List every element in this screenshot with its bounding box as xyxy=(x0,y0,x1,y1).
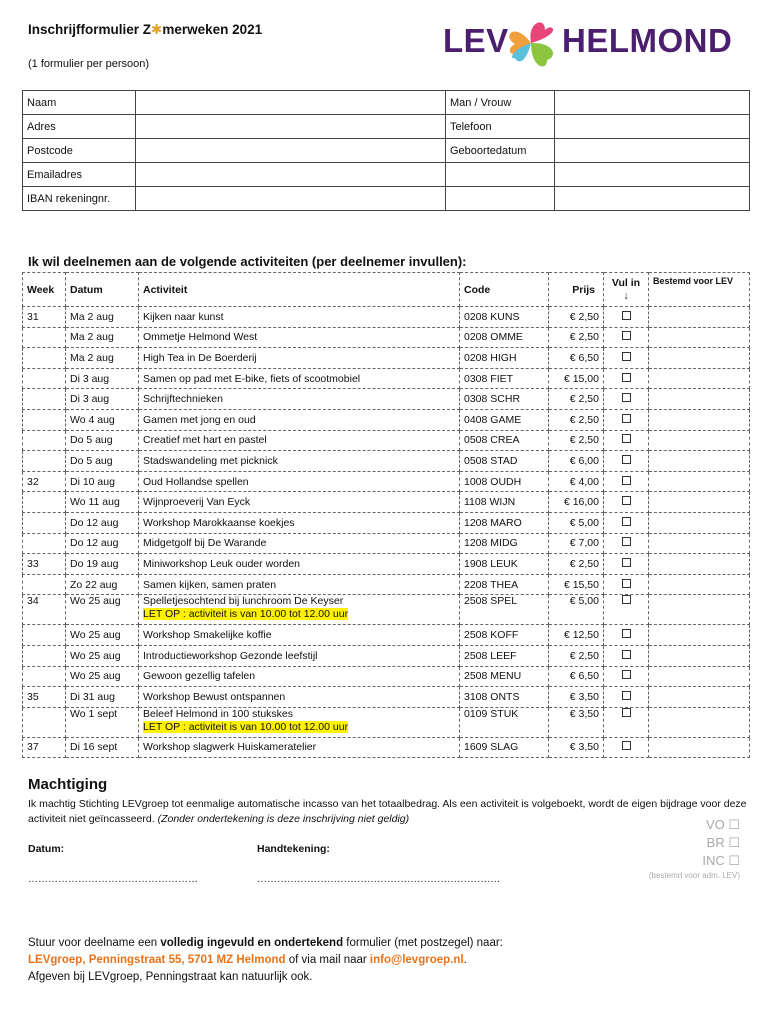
lev-cell xyxy=(649,409,750,430)
week-cell: 31 xyxy=(23,307,66,328)
code-cell: 0408 GAME xyxy=(460,409,549,430)
datum-cell: Wo 4 aug xyxy=(66,409,139,430)
week-cell xyxy=(23,707,66,737)
lev-helmond-logo xyxy=(443,14,735,70)
code-cell: 2508 KOFF xyxy=(460,625,549,646)
prijs-cell: € 2,50 xyxy=(549,645,604,666)
datum-field[interactable]: …………………………………………… xyxy=(28,874,198,885)
prijs-cell: € 2,50 xyxy=(549,389,604,410)
col-week: Week xyxy=(23,273,66,307)
personal-label: Telefoon xyxy=(446,115,555,139)
prijs-cell: € 6,50 xyxy=(549,666,604,687)
personal-row xyxy=(23,115,750,139)
admin-checkboxes xyxy=(649,816,740,882)
activity-row xyxy=(23,595,750,625)
personal-input[interactable] xyxy=(555,187,750,211)
prijs-cell: € 3,50 xyxy=(549,687,604,708)
datum-cell: Do 12 aug xyxy=(66,512,139,533)
prijs-cell: € 2,50 xyxy=(549,307,604,328)
prijs-cell: € 2,50 xyxy=(549,409,604,430)
datum-cell: Ma 2 aug xyxy=(66,348,139,369)
checkbox-icon[interactable] xyxy=(622,558,631,567)
logo-text-helmond: HELMOND xyxy=(562,22,733,59)
checkbox-icon[interactable] xyxy=(622,373,631,382)
code-cell: 0308 SCHR xyxy=(460,389,549,410)
code-cell: 0109 STUK xyxy=(460,707,549,737)
checkbox-icon[interactable] xyxy=(622,352,631,361)
activiteit-cell: Beleef Helmond in 100 stukskes LET OP : activiteit is van 10.00 tot 12.00 uur xyxy=(139,707,460,737)
admin-note: (bestemd voor adm. LEV) xyxy=(648,871,740,880)
activiteit-cell: Spelletjesochtend bij lunchroom De Keyser LET OP : activiteit is van 10.00 tot 12.00 uur xyxy=(139,595,460,625)
personal-input[interactable] xyxy=(136,115,446,139)
personal-input[interactable] xyxy=(136,91,446,115)
lev-cell xyxy=(649,307,750,328)
activiteit-cell: Creatief met hart en pastel xyxy=(139,430,460,451)
lev-cell xyxy=(649,430,750,451)
activity-row xyxy=(23,368,750,389)
week-cell xyxy=(23,533,66,554)
prijs-cell: € 5,00 xyxy=(549,512,604,533)
activiteit-cell: Schrijftechnieken xyxy=(139,389,460,410)
personal-label: Adres xyxy=(23,115,136,139)
prijs-cell: € 3,50 xyxy=(549,737,604,758)
datum-cell: Wo 25 aug xyxy=(66,666,139,687)
code-cell: 0508 CREA xyxy=(460,430,549,451)
vulin-checkbox[interactable] xyxy=(604,451,649,472)
personal-input[interactable] xyxy=(555,115,750,139)
prijs-cell: € 2,50 xyxy=(549,430,604,451)
col-datum: Datum xyxy=(66,273,139,307)
checkbox-icon[interactable] xyxy=(622,708,631,717)
datum-cell: Ma 2 aug xyxy=(66,307,139,328)
personal-details-table xyxy=(22,90,750,211)
col-prijs: Prijs xyxy=(549,273,604,307)
checkbox-icon[interactable] xyxy=(622,311,631,320)
note-highlight: LET OP : activiteit is van 10.00 tot 12.00 uur xyxy=(143,720,349,733)
activity-row xyxy=(23,574,750,595)
activiteit-cell: Workshop Smakelijke koffie xyxy=(139,625,460,646)
datum-cell: Zo 22 aug xyxy=(66,574,139,595)
activity-row xyxy=(23,666,750,687)
checkbox-icon[interactable] xyxy=(622,691,631,700)
personal-row xyxy=(23,91,750,115)
email-link[interactable]: info@levgroep.nl xyxy=(369,954,464,966)
lev-cell xyxy=(649,645,750,666)
week-cell: 35 xyxy=(23,687,66,708)
checkbox-icon[interactable] xyxy=(622,629,631,638)
lev-cell xyxy=(649,666,750,687)
week-cell xyxy=(23,666,66,687)
lev-cell xyxy=(649,625,750,646)
form-title: Inschrijfformulier Z✱merweken 2021 xyxy=(28,22,263,37)
lev-cell xyxy=(649,554,750,575)
week-cell xyxy=(23,574,66,595)
activity-row xyxy=(23,348,750,369)
vulin-checkbox[interactable] xyxy=(604,512,649,533)
lev-cell xyxy=(649,451,750,472)
code-cell: 1908 LEUK xyxy=(460,554,549,575)
col-bestemd-lev: Bestemd voor LEV xyxy=(649,273,750,307)
checkbox-icon[interactable] xyxy=(622,595,631,604)
lev-cell xyxy=(649,327,750,348)
personal-input[interactable] xyxy=(136,163,446,187)
code-cell: 2508 MENU xyxy=(460,666,549,687)
machtiging-text: Ik machtig Stichting LEVgroep tot eenmalige automatische incasso van het totaalbedrag. Als een activiteit is volgeboekt, wordt de eigen bijdrage voor deze activiteit niet geïncasseerd. (Zonder ondertekening is deze inschrijving niet geldig) xyxy=(28,798,747,825)
prijs-cell: € 2,50 xyxy=(549,327,604,348)
activity-row xyxy=(23,554,750,575)
code-cell: 1208 MIDG xyxy=(460,533,549,554)
code-cell: 2508 SPEL xyxy=(460,595,549,625)
vulin-checkbox[interactable] xyxy=(604,492,649,513)
activiteit-cell: Workshop Marokkaanse koekjes xyxy=(139,512,460,533)
activity-row xyxy=(23,687,750,708)
week-cell xyxy=(23,368,66,389)
col-activiteit: Activiteit xyxy=(139,273,460,307)
personal-input[interactable] xyxy=(555,139,750,163)
datum-cell: Do 5 aug xyxy=(66,430,139,451)
activity-row xyxy=(23,512,750,533)
datum-cell: Ma 2 aug xyxy=(66,327,139,348)
lev-cell xyxy=(649,348,750,369)
datum-cell: Do 5 aug xyxy=(66,451,139,472)
activity-row xyxy=(23,307,750,328)
activiteit-cell: High Tea in De Boerderij xyxy=(139,348,460,369)
handtekening-field[interactable]: ………………………………………………………………. xyxy=(257,874,500,885)
checkbox-icon[interactable] xyxy=(622,741,631,750)
prijs-cell: € 16,00 xyxy=(549,492,604,513)
personal-label: IBAN rekeningnr. xyxy=(23,187,136,211)
vulin-checkbox[interactable] xyxy=(604,574,649,595)
activity-row xyxy=(23,707,750,737)
activiteit-cell: Workshop Bewust ontspannen xyxy=(139,687,460,708)
week-cell xyxy=(23,492,66,513)
week-cell xyxy=(23,327,66,348)
activiteit-cell: Introductieworkshop Gezonde leefstijl xyxy=(139,645,460,666)
vulin-checkbox[interactable] xyxy=(604,430,649,451)
activiteit-cell: Gewoon gezellig tafelen xyxy=(139,666,460,687)
prijs-cell: € 3,50 xyxy=(549,707,604,737)
logo-text-lev: LEV xyxy=(443,22,509,59)
prijs-cell: € 12,50 xyxy=(549,625,604,646)
code-cell: 1108 WIJN xyxy=(460,492,549,513)
vulin-checkbox[interactable] xyxy=(604,368,649,389)
week-cell xyxy=(23,625,66,646)
handtekening-label: Handtekening: xyxy=(257,843,330,855)
vo-checkbox: VO ☐ xyxy=(705,817,740,832)
activiteit-cell: Midgetgolf bij De Warande xyxy=(139,533,460,554)
activity-row xyxy=(23,430,750,451)
activiteit-cell: Workshop slagwerk Huiskameratelier xyxy=(139,737,460,758)
checkbox-icon[interactable] xyxy=(622,670,631,679)
vulin-checkbox[interactable] xyxy=(604,707,649,737)
form-subtitle: (1 formulier per persoon) xyxy=(28,58,150,70)
checkbox-icon[interactable] xyxy=(622,476,631,485)
machtiging-heading: Machtiging xyxy=(28,776,108,793)
personal-row xyxy=(23,187,750,211)
personal-label: Man / Vrouw xyxy=(446,91,555,115)
personal-label: Naam xyxy=(23,91,136,115)
code-cell: 0208 HIGH xyxy=(460,348,549,369)
week-cell xyxy=(23,389,66,410)
lev-cell xyxy=(649,368,750,389)
activity-row xyxy=(23,737,750,758)
col-vulin: Vul in ↓ xyxy=(604,273,649,307)
week-cell xyxy=(23,430,66,451)
prijs-cell: € 15,50 xyxy=(549,574,604,595)
vulin-checkbox[interactable] xyxy=(604,307,649,328)
activity-row xyxy=(23,533,750,554)
arrow-down-icon: ↓ xyxy=(623,289,629,302)
table-header-row xyxy=(23,273,750,307)
prijs-cell: € 4,00 xyxy=(549,471,604,492)
week-cell: 34 xyxy=(23,595,66,625)
checkbox-icon[interactable] xyxy=(622,650,631,659)
vulin-checkbox[interactable] xyxy=(604,666,649,687)
vulin-checkbox[interactable] xyxy=(604,389,649,410)
week-cell xyxy=(23,512,66,533)
personal-label xyxy=(446,163,555,187)
code-cell: 2508 LEEF xyxy=(460,645,549,666)
code-cell: 0308 FIET xyxy=(460,368,549,389)
vulin-checkbox[interactable] xyxy=(604,625,649,646)
prijs-cell: € 2,50 xyxy=(549,554,604,575)
datum-cell: Di 31 aug xyxy=(66,687,139,708)
activity-row xyxy=(23,492,750,513)
week-cell: 32 xyxy=(23,471,66,492)
vulin-checkbox[interactable] xyxy=(604,687,649,708)
personal-input[interactable] xyxy=(136,187,446,211)
activiteit-cell: Miniworkshop Leuk ouder worden xyxy=(139,554,460,575)
activities-table xyxy=(22,272,750,758)
inc-checkbox: INC ☐ xyxy=(702,853,740,868)
datum-cell: Wo 25 aug xyxy=(66,625,139,646)
lev-cell xyxy=(649,512,750,533)
vulin-checkbox[interactable] xyxy=(604,327,649,348)
lev-cell xyxy=(649,574,750,595)
personal-input[interactable] xyxy=(555,163,750,187)
activity-row xyxy=(23,451,750,472)
checkbox-icon[interactable] xyxy=(622,455,631,464)
personal-label: Geboortedatum xyxy=(446,139,555,163)
week-cell xyxy=(23,645,66,666)
activity-row xyxy=(23,409,750,430)
datum-cell: Di 3 aug xyxy=(66,389,139,410)
lev-cell xyxy=(649,687,750,708)
activity-row xyxy=(23,389,750,410)
code-cell: 1008 OUDH xyxy=(460,471,549,492)
week-cell xyxy=(23,451,66,472)
prijs-cell: € 6,00 xyxy=(549,451,604,472)
datum-cell: Do 19 aug xyxy=(66,554,139,575)
vulin-checkbox[interactable] xyxy=(604,409,649,430)
col-code: Code xyxy=(460,273,549,307)
datum-label: Datum: xyxy=(28,843,65,855)
clover-icon xyxy=(501,16,561,70)
vulin-checkbox[interactable] xyxy=(604,348,649,369)
vulin-checkbox[interactable] xyxy=(604,645,649,666)
personal-label: Postcode xyxy=(23,139,136,163)
activiteit-cell: Kijken naar kunst xyxy=(139,307,460,328)
code-cell: 0208 KUNS xyxy=(460,307,549,328)
personal-input[interactable] xyxy=(136,139,446,163)
datum-cell: Wo 11 aug xyxy=(66,492,139,513)
datum-cell: Wo 25 aug xyxy=(66,595,139,625)
code-cell: 3108 ONTS xyxy=(460,687,549,708)
lev-cell xyxy=(649,389,750,410)
activiteit-cell: Gamen met jong en oud xyxy=(139,409,460,430)
activiteit-cell: Wijnproeverij Van Eyck xyxy=(139,492,460,513)
activiteit-cell: Stadswandeling met picknick xyxy=(139,451,460,472)
lev-cell xyxy=(649,533,750,554)
personal-input[interactable] xyxy=(555,91,750,115)
activity-row xyxy=(23,645,750,666)
personal-label xyxy=(446,187,555,211)
datum-cell: Do 12 aug xyxy=(66,533,139,554)
datum-cell: Di 16 sept xyxy=(66,737,139,758)
lev-cell xyxy=(649,471,750,492)
code-cell: 0208 OMME xyxy=(460,327,549,348)
activiteit-cell: Ommetje Helmond West xyxy=(139,327,460,348)
vulin-checkbox[interactable] xyxy=(604,533,649,554)
week-cell: 33 xyxy=(23,554,66,575)
prijs-cell: € 5,00 xyxy=(549,595,604,625)
checkbox-icon[interactable] xyxy=(622,393,631,402)
activity-row xyxy=(23,327,750,348)
vulin-checkbox[interactable] xyxy=(604,595,649,625)
checkbox-icon[interactable] xyxy=(622,537,631,546)
lev-cell xyxy=(649,737,750,758)
vulin-checkbox[interactable] xyxy=(604,471,649,492)
activiteit-cell: Samen op pad met E-bike, fiets of scootmobiel xyxy=(139,368,460,389)
datum-cell: Di 10 aug xyxy=(66,471,139,492)
activiteit-cell: Oud Hollandse spellen xyxy=(139,471,460,492)
checkbox-icon[interactable] xyxy=(622,496,631,505)
code-cell: 1208 MARO xyxy=(460,512,549,533)
personal-row xyxy=(23,139,750,163)
code-cell: 2208 THEA xyxy=(460,574,549,595)
vulin-checkbox[interactable] xyxy=(604,554,649,575)
prijs-cell: € 7,00 xyxy=(549,533,604,554)
checkbox-icon[interactable] xyxy=(622,434,631,443)
checkbox-icon[interactable] xyxy=(622,331,631,340)
week-cell xyxy=(23,409,66,430)
prijs-cell: € 6,50 xyxy=(549,348,604,369)
activity-row xyxy=(23,625,750,646)
footer-instructions: Stuur voor deelname een volledig ingevuld en ondertekend formulier (met postzegel) naar: LEVgroep, Penningstraat 55, 5701 MZ Helmond of via mail naar info@levgroep.nl. Afgeven bij LEVgroep, Penningstraat kan natuurlijk ook. xyxy=(28,937,503,983)
lev-cell xyxy=(649,595,750,625)
week-cell xyxy=(23,348,66,369)
br-checkbox: BR ☐ xyxy=(706,835,740,850)
lev-cell xyxy=(649,492,750,513)
datum-cell: Wo 25 aug xyxy=(66,645,139,666)
code-cell: 0508 STAD xyxy=(460,451,549,472)
checkbox-icon[interactable] xyxy=(622,414,631,423)
datum-cell: Wo 1 sept xyxy=(66,707,139,737)
activity-row xyxy=(23,471,750,492)
sun-icon: ✱ xyxy=(151,22,163,37)
address-text: LEVgroep, Penningstraat 55, 5701 MZ Helmond xyxy=(28,954,286,966)
prijs-cell: € 15,00 xyxy=(549,368,604,389)
code-cell: 1609 SLAG xyxy=(460,737,549,758)
personal-label: Emailadres xyxy=(23,163,136,187)
datum-cell: Di 3 aug xyxy=(66,368,139,389)
activities-heading: Ik wil deelnemen aan de volgende activiteiten (per deelnemer invullen): xyxy=(28,254,467,269)
checkbox-icon[interactable] xyxy=(622,517,631,526)
vulin-checkbox[interactable] xyxy=(604,737,649,758)
checkbox-icon[interactable] xyxy=(622,579,631,588)
personal-row xyxy=(23,163,750,187)
activiteit-cell: Samen kijken, samen praten xyxy=(139,574,460,595)
week-cell: 37 xyxy=(23,737,66,758)
note-highlight: LET OP : activiteit is van 10.00 tot 12.00 uur xyxy=(143,608,349,621)
lev-cell xyxy=(649,707,750,737)
